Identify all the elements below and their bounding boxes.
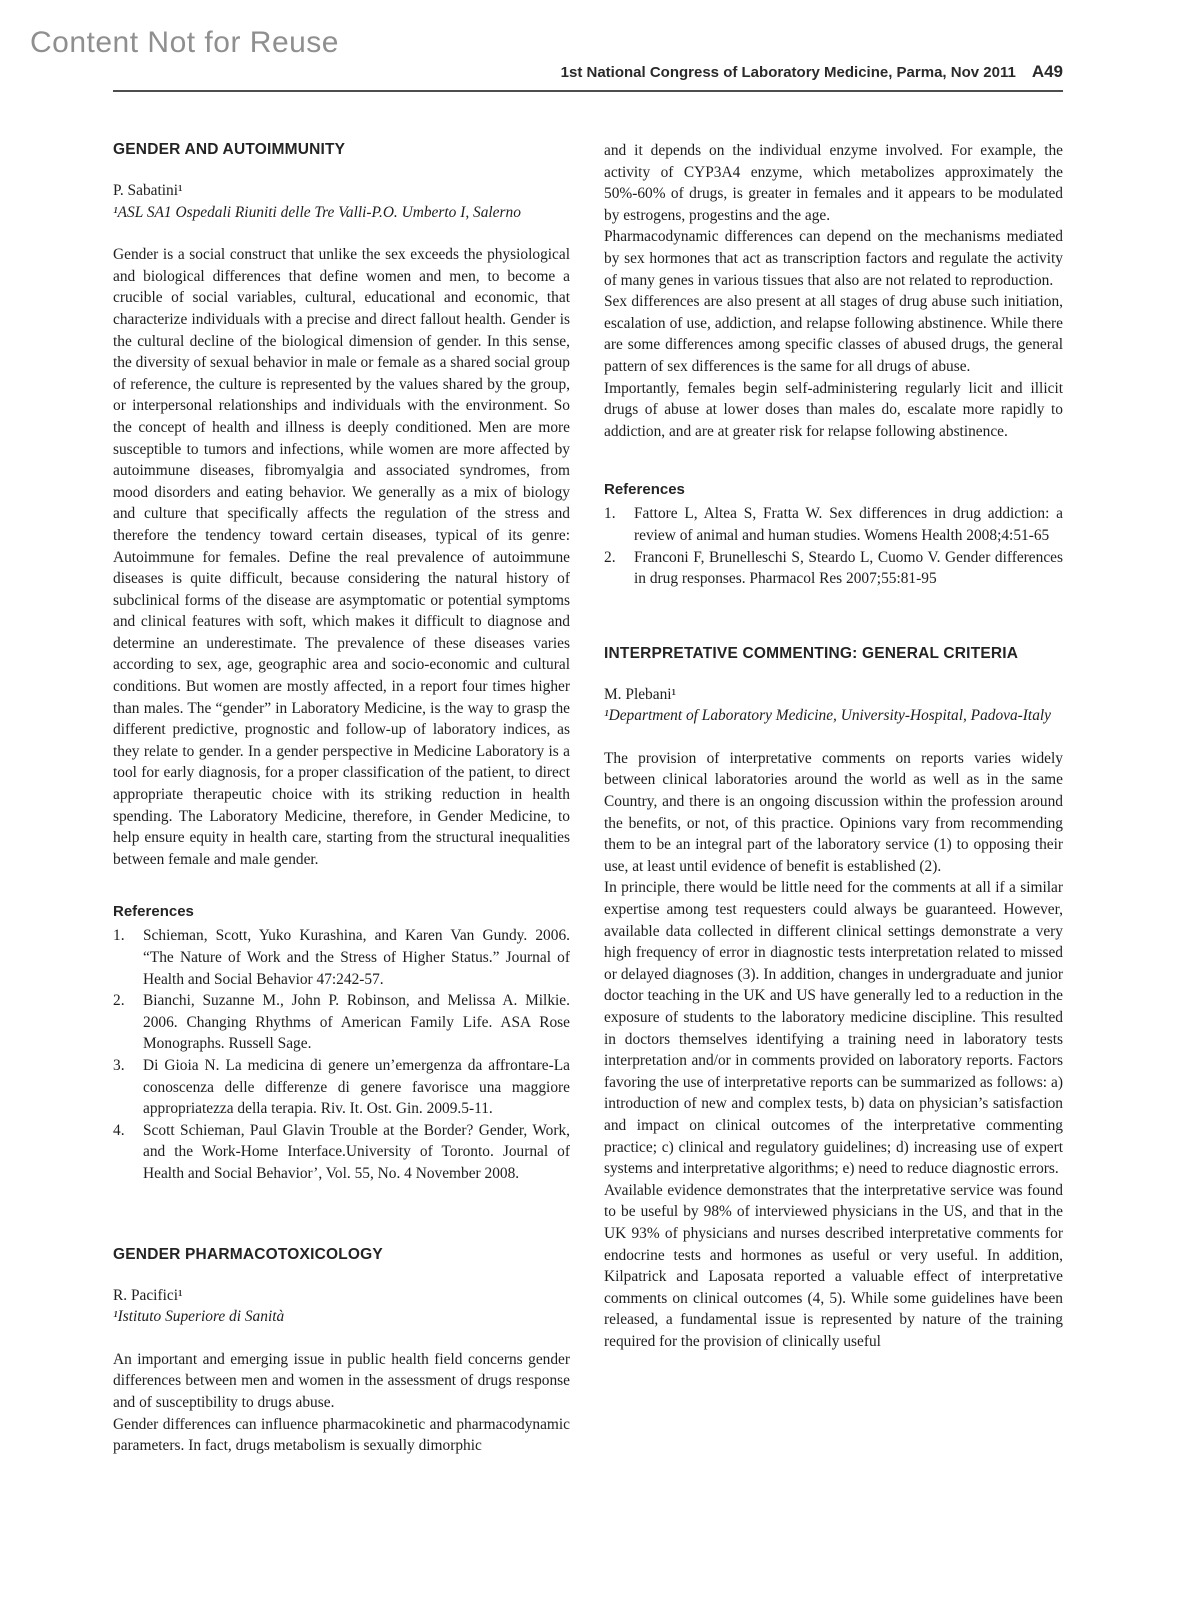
- author-pacifici: R. Pacifici¹: [113, 1286, 183, 1304]
- page-header: [561, 62, 1063, 82]
- section-title-gender-autoimmunity: GENDER AND AUTOIMMUNITY: [113, 141, 346, 158]
- reference-number: 2.: [604, 548, 616, 566]
- abstract-gender-autoimmunity: Gender is a social construct that unlike the sex exceeds the physiological and biological differences that define women and men, to become a crucible of social variables, cultural, educational and economic, that characterize individuals with a precise and direct fallout health. Gender is the cultural decline of the biological dimension of gender. In this sense, the diversity of sexual behavior in male or female as a shared social group of reference, the culture is represented by the values shared by the group, or interpersonal relationships and individuals with the environment. So the concept of health and illness is deeply conditioned. Men are more susceptible to tumors and infections, while women are more affected by autoimmune diseases, fibromyalgia and associated syndromes, from mood disorders and eating behavior. We generally as a mix of biology and culture that specifically affects the regulation of the stress and therefore the tendency toward certain diseases, typical of its genre: Autoimmune for females. Define the real prevalence of autoimmune diseases is quite difficult, because considering the natural history of subclinical forms of the disease are asymptomatic or potential symptoms and clinical features with soft, which makes it difficult to diagnose and determine an underestimate. The prevalence of these diseases varies according to sex, age, geographic area and socio-economic and cultural conditions. But women are mostly affected, in a report four times higher than males. The “gender” in Laboratory Medicine, is the way to grasp the different predictive, prognostic and follow-up of laboratory indices, as they relate to gender. In a gender perspective in Medicine Laboratory is a tool for early diagnosis, for a proper classification of the patient, to direct appropriate therapeutic choice with its striking reduction in health spending. The Laboratory Medicine, therefore, in Gender Medicine, to help ensure equity in health care, starting from the structural inequalities between female and male gender.: [113, 246, 570, 868]
- reference-item: [113, 990, 570, 1055]
- reference-number: 4.: [113, 1121, 125, 1139]
- reference-text: Scott Schieman, Paul Glavin Trouble at the Border? Gender, Work, and the Work-Home Interface.University of Toronto. Journal of Health and Social Behavior’, Vol. 55, No. 4 November 2008.: [143, 1121, 570, 1182]
- abstract-interpretative-p2: In principle, there would be little need for the comments at all if a similar expertise among test requesters could always be guaranteed. However, available data collected in different clinical settings demonstrate a very high frequency of error in diagnostic tests interpretation related to missed or delayed diagnoses (3). In addition, changes in undergraduate and junior doctor teaching in the UK and US have generally led to a reduction in the exposure of students to the laboratory medicine discipline. This resulted in doctors themselves identifying a training need in laboratory tests interpretation and/or in comments provided on laboratory reports. Factors favoring the use of interpretative reports can be summarized as follows: a) introduction of new and complex tests, b) data on physician’s satisfaction and impact on clinical outcomes of the interpretative commenting practice; c) clinical and regulatory guidelines; d) increasing use of expert systems and interpretative algorithms; e) need to reduce diagnostic errors.: [604, 879, 1063, 1178]
- reference-number: 1.: [113, 927, 125, 945]
- reference-item: [113, 1055, 570, 1120]
- pharmacotoxicology-cont-p2: Pharmacodynamic differences can depend on the mechanisms mediated by sex hormones that act as transcription factors and regulate the activity of many genes in various tissues that also are not related to reproduction.: [604, 228, 1063, 289]
- reference-item: [604, 503, 1063, 546]
- pharmacotoxicology-cont-p4: Importantly, females begin self-administering regularly licit and illicit drugs of abuse at lower doses than males do, escalate more rapidly to addiction, and are at greater risk for relapse following abstinence.: [604, 379, 1063, 440]
- author-plebani: M. Plebani¹: [604, 685, 677, 703]
- page-body: [113, 93, 1063, 1457]
- abstract-interpretative-p3: Available evidence demonstrates that the interpretative service was found to be useful by 98% of interviewed physicians in the US, and that in the UK 93% of physicians and nurses described interpretative comments for endocrine tests and hormones as useful or very useful. In addition, Kilpatrick and Laposata reported a valuable effect of interpretative comments on clinical outcomes (4, 5). While some guidelines have been released, a fundamental issue is represented by nature of the training required for the provision of clinically useful: [604, 1181, 1063, 1350]
- reference-item: [113, 925, 570, 990]
- reference-item: [604, 547, 1063, 590]
- references-label-left: References: [113, 903, 194, 921]
- section-title-gender-pharmacotoxicology: GENDER PHARMACOTOXICOLOGY: [113, 1245, 383, 1263]
- left-column: [113, 93, 570, 1457]
- author-sabatini: P. Sabatini¹: [113, 182, 183, 199]
- watermark: Content Not for Reuse: [30, 26, 339, 59]
- pharmacotoxicology-cont-p1: and it depends on the individual enzyme involved. For example, the activity of CYP3A4 enzyme, which metabolizes approximately the 50%-60% of drugs, is greater in females and it appears to be modulated by estrogens, progestins and the age.: [604, 142, 1063, 224]
- affiliation-sabatini: ¹ASL SA1 Ospedali Riuniti delle Tre Valli-P.O. Umberto I, Salerno: [113, 203, 521, 221]
- abstract-pharmacotoxicology-p1: An important and emerging issue in public health field concerns gender differences between men and women in the assessment of drugs response and of susceptibility to drugs abuse.: [113, 1350, 570, 1411]
- abstract-interpretative-p1: The provision of interpretative comments on reports varies widely between clinical laboratories around the world as well as in the same Country, and there is an ongoing discussion within the profession around the benefits, or not, of this practice. Opinions vary from recommending them to be an integral part of the laboratory service (1) to opposing their use, at least until evidence of benefit is established (2).: [604, 749, 1063, 875]
- reference-text: Di Gioia N. La medicina di genere un’emergenza da affrontare-La conoscenza delle differenze di genere favorisce una maggiore appropriatezza della terapia. Riv. It. Ost. Gin. 2009.5-11.: [143, 1056, 570, 1118]
- affiliation-plebani: ¹Department of Laboratory Medicine, University-Hospital, Padova-Italy: [604, 707, 1052, 725]
- reference-item: [113, 1120, 570, 1185]
- reference-number: 1.: [604, 505, 616, 523]
- header-page-code: A49: [1031, 62, 1063, 81]
- reference-text: Franconi F, Brunelleschi S, Steardo L, Cuomo V. Gender differences in drug responses. Pharmacol Res 2007;55:81-95: [634, 548, 1063, 588]
- references-label-right: References: [604, 481, 685, 499]
- reference-number: 3.: [113, 1056, 125, 1074]
- right-column: [604, 93, 1063, 1457]
- reference-number: 2.: [113, 992, 125, 1010]
- reference-text: Bianchi, Suzanne M., John P. Robinson, and Melissa A. Milkie. 2006. Changing Rhythms of American Family Life. ASA Rose Monographs. Russell Sage.: [143, 992, 570, 1053]
- pharmacotoxicology-cont-p3: Sex differences are also present at all stages of drug abuse such initiation, escalation of use, addiction, and relapse following abstinence. While there are some differences among specific classes of abused drugs, the general pattern of sex differences is the same for all drugs of abuse.: [604, 293, 1063, 375]
- section-title-interpretative-commenting: INTERPRETATIVE COMMENTING: GENERAL CRITERIA: [604, 644, 1019, 662]
- affiliation-pacifici: ¹Istituto Superiore di Sanità: [113, 1308, 285, 1326]
- abstract-pharmacotoxicology-p2: Gender differences can influence pharmacokinetic and pharmacodynamic parameters. In fact, drugs metabolism is sexually dimorphic: [113, 1415, 570, 1455]
- header-rule: [113, 90, 1063, 92]
- reference-text: Schieman, Scott, Yuko Kurashina, and Karen Van Gundy. 2006. “The Nature of Work and the Stress of Higher Status.” Journal of Health and Social Behavior 47:242-57.: [143, 927, 570, 988]
- reference-text: Fattore L, Altea S, Fratta W. Sex differences in drug addiction: a review of animal and human studies. Womens Health 2008;4:51-65: [634, 505, 1063, 544]
- header-congress-title: 1st National Congress of Laboratory Medicine, Parma, Nov 2011: [560, 64, 1016, 81]
